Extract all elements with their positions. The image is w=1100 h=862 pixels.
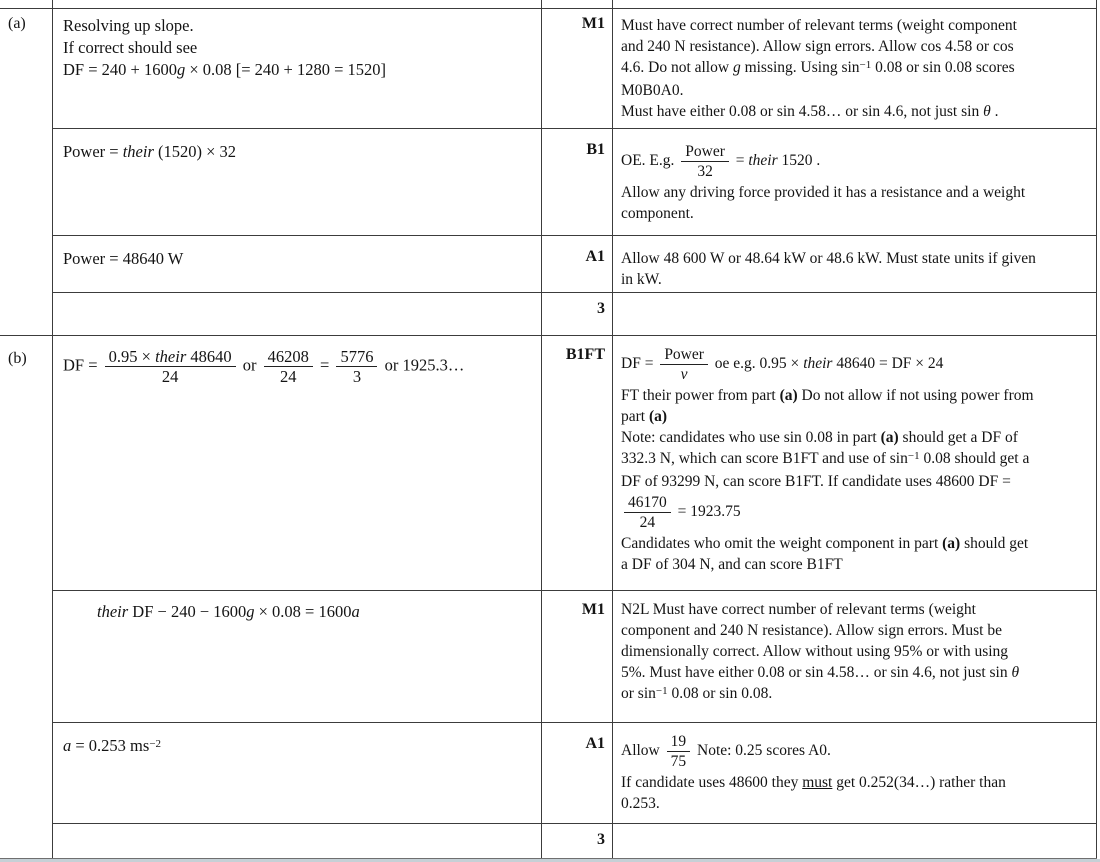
text-line: and 240 N resistance). Allow sign errors. Allow cos 4.58 or cos — [621, 38, 1014, 55]
comments-a3 — [613, 236, 1097, 293]
text-line: their DF − 240 − 1600g × 0.08 = 1600a — [97, 602, 360, 621]
fraction: $\frac{\text{Power}}{v}$ — [658, 345, 710, 384]
text-line: Candidates who omit the weight component in part (a) should get — [621, 535, 1029, 552]
text-line: a = 0.253 $ms^{-2}$ — [63, 736, 162, 755]
text-line: 332.3 N, which can score B1FT and use of $\sin^{-1} 0.08$ should get a — [621, 449, 1030, 467]
mark-b1: B1FT — [542, 336, 613, 591]
text-line: If candidate uses 48600 they must get 0.252(34…) rather than — [621, 774, 1006, 791]
text-line: Note: candidates who use sin 0.08 in part (a) should get a DF of — [621, 429, 1018, 446]
mark-b2: M1 — [542, 591, 613, 723]
text-line: component. — [621, 205, 694, 222]
text-line: Power = 48640 W — [63, 249, 184, 268]
comments-a1 — [613, 9, 1097, 129]
text-line: Must have correct number of relevant terms (weight component — [621, 17, 1017, 34]
text-line: a DF of 304 N, and can score B1FT — [621, 556, 843, 573]
comments-b4 — [613, 824, 1097, 858]
working-a4 — [53, 293, 542, 336]
mark-a3: A1 — [542, 236, 613, 293]
text-line: M0B0A0. — [621, 82, 684, 99]
part-b-text: (b) — [8, 350, 27, 367]
working-a1 — [53, 9, 542, 129]
working-b4 — [53, 824, 542, 858]
mark-total-b: 3 — [542, 824, 613, 858]
text-line: FT their power from part (a) Do not allow if not using power from — [621, 387, 1034, 404]
fraction: $\frac{46170}{24}$ — [622, 493, 673, 532]
text-line: component and 240 N resistance). Allow sign errors. Must be — [621, 622, 1002, 639]
mark-b3: A1 — [542, 723, 613, 824]
text-line: $\frac{46170}{24}$ = 1923.75 — [621, 492, 1090, 533]
part-label-b — [0, 336, 53, 858]
working-b2 — [53, 591, 542, 723]
text-line: part (a) — [621, 408, 668, 425]
text-line: 0.253. — [621, 795, 660, 812]
text-line: OE. E.g. $\frac{\text{Power}}{32}$ = their 1520 . — [621, 143, 821, 180]
fraction: $\frac{5776}{3}$ — [334, 347, 379, 386]
comments-b2 — [613, 591, 1097, 723]
working-a2 — [53, 129, 542, 236]
text-line: DF = 240 + 1600g × 0.08 [= 240 + 1280 = 1520] — [63, 60, 387, 79]
mark-scheme-table — [0, 8, 1097, 860]
text-line: Power = their (1520) × 32 — [63, 142, 237, 161]
working-a3 — [53, 236, 542, 293]
fraction: $\frac{46208}{24}$ — [262, 347, 315, 386]
mark-a2: B1 — [542, 129, 613, 236]
text-line: DF = $\frac{\text{0.95 × their 48640}}{24}$ or $\frac{46208}{24}$ = $\frac{5776}{3}$ or 1925.3… — [63, 347, 465, 386]
text-line: Resolving up slope. — [63, 16, 194, 35]
part-label-a — [0, 9, 53, 336]
text-line: 5%. Must have either 0.08 or sin 4.58… or sin 4.6, not just sin θ — [621, 664, 1020, 681]
text-line: dimensionally correct. Allow without using 95% or with using — [621, 643, 1009, 660]
text-line: Allow 48 600 W or 48.64 kW or 48.6 kW. Must state units if given — [621, 250, 1036, 267]
text-line: N2L Must have correct number of relevant terms (weight — [621, 601, 976, 618]
working-b1 — [53, 336, 542, 591]
mark-total-a: 3 — [542, 293, 613, 336]
text-line: Allow $\frac{19}{75}$ Note: 0.25 scores A0. — [621, 733, 831, 770]
text-line: or $\sin^{-1} 0.08$ or sin 0.08. — [621, 684, 773, 702]
part-a-text: (a) — [8, 15, 26, 32]
comments-b3 — [613, 723, 1097, 824]
comments-a2 — [613, 129, 1097, 236]
fraction: $\frac{19}{75}$ — [665, 732, 693, 771]
comments-b1 — [613, 336, 1097, 591]
text-line: DF = $\frac{\text{Power}}{v}$ oe e.g. 0.95 × their 48640 = DF × 24 — [621, 346, 944, 383]
text-line: 4.6. Do not allow g missing. Using $\sin^{-1} 0.08$ or sin 0.08 scores — [621, 58, 1015, 76]
text-line: in kW. — [621, 271, 662, 288]
mark-a1: M1 — [542, 9, 613, 129]
comments-a4 — [613, 293, 1097, 336]
working-b3 — [53, 723, 542, 824]
text-line: DF of 93299 N, can score B1FT. If candidate uses 48600 DF = — [621, 473, 1011, 490]
fraction: $\frac{\text{0.95 × their 48640}}{24}$ — [103, 347, 238, 386]
fraction: $\frac{\text{Power}}{32}$ — [679, 142, 731, 181]
text-line: If correct should see — [63, 38, 198, 57]
text-line: Allow any driving force provided it has a resistance and a weight — [621, 184, 1026, 201]
text-line: Must have either 0.08 or sin 4.58… or sin 4.6, not just sin θ . — [621, 103, 999, 120]
